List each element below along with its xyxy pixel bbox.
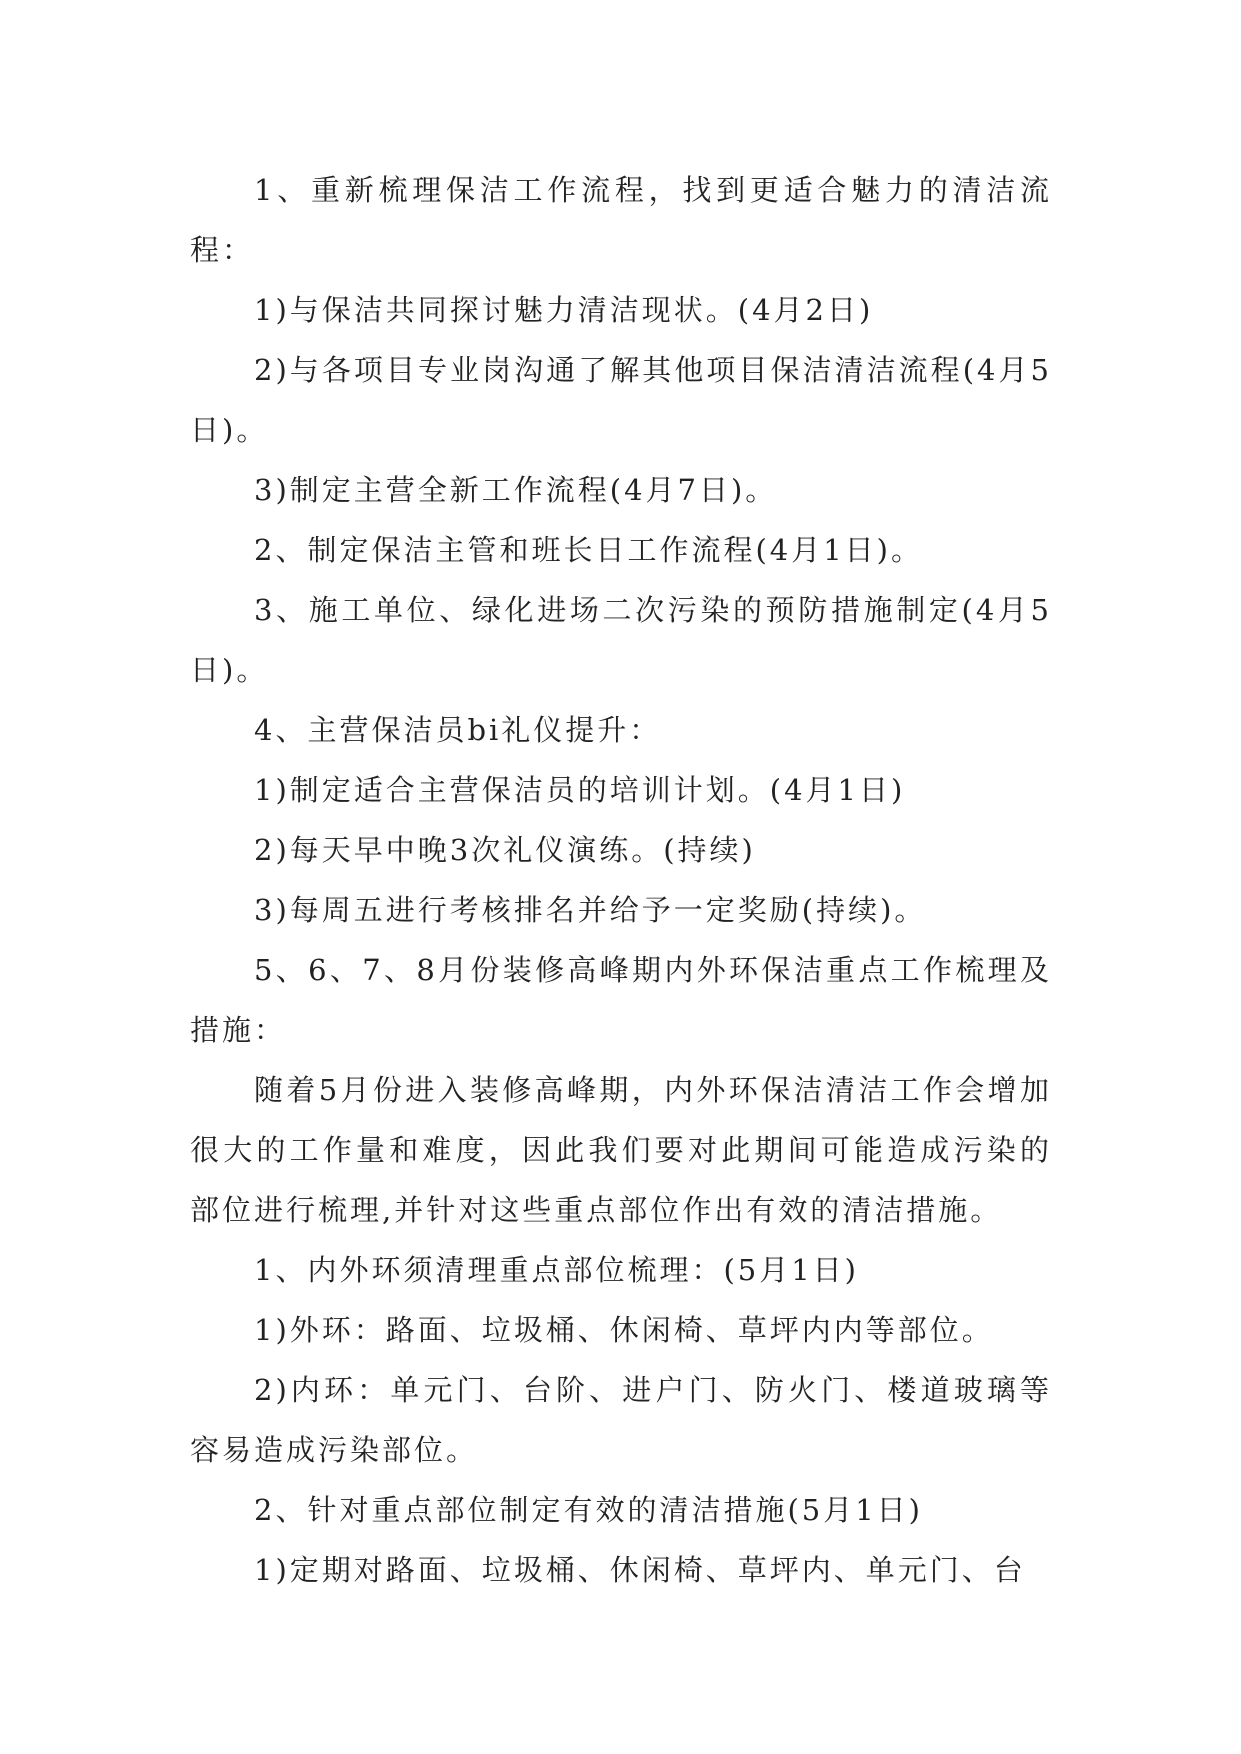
paragraph: 随着5月份进入装修高峰期，内外环保洁清洁工作会增加很大的工作量和难度，因此我们要对此期间可能造成污染的部位进行梳理,并针对这些重点部位作出有效的清洁措施。 <box>190 1073 1052 1227</box>
paragraph: 1、重新梳理保洁工作流程，找到更适合魅力的清洁流程： <box>190 173 1052 267</box>
paragraph: 1)制定适合主营保洁员的培训计划。(4月1日) <box>254 773 906 807</box>
paragraph: 2)内环：单元门、台阶、进户门、防火门、楼道玻璃等容易造成污染部位。 <box>190 1373 1052 1467</box>
paragraph: 4、主营保洁员bi礼仪提升： <box>254 713 662 747</box>
paragraph: 1)外环：路面、垃圾桶、休闲椅、草坪内内等部位。 <box>254 1313 994 1347</box>
paragraph: 5、6、7、8月份装修高峰期内外环保洁重点工作梳理及措施： <box>190 953 1052 1047</box>
paragraph: 1)与保洁共同探讨魅力清洁现状。(4月2日) <box>254 293 874 327</box>
paragraph: 2)每天早中晚3次礼仪演练。(持续) <box>254 833 756 867</box>
paragraph: 1、内外环须清理重点部位梳理：(5月1日) <box>254 1253 859 1287</box>
document-body <box>190 160 1052 1600</box>
paragraph: 3、施工单位、绿化进场二次污染的预防措施制定(4月5日)。 <box>190 593 1052 687</box>
paragraph: 2、制定保洁主管和班长日工作流程(4月1日)。 <box>254 533 923 567</box>
paragraph: 3)每周五进行考核排名并给予一定奖励(持续)。 <box>254 893 927 927</box>
paragraph: 2)与各项目专业岗沟通了解其他项目保洁清洁流程(4月5日)。 <box>190 353 1052 447</box>
paragraph: 3)制定主营全新工作流程(4月7日)。 <box>254 473 778 507</box>
paragraph: 2、针对重点部位制定有效的清洁措施(5月1日) <box>254 1493 923 1527</box>
paragraph: 1)定期对路面、垃圾桶、休闲椅、草坪内、单元门、台 <box>254 1553 1026 1587</box>
